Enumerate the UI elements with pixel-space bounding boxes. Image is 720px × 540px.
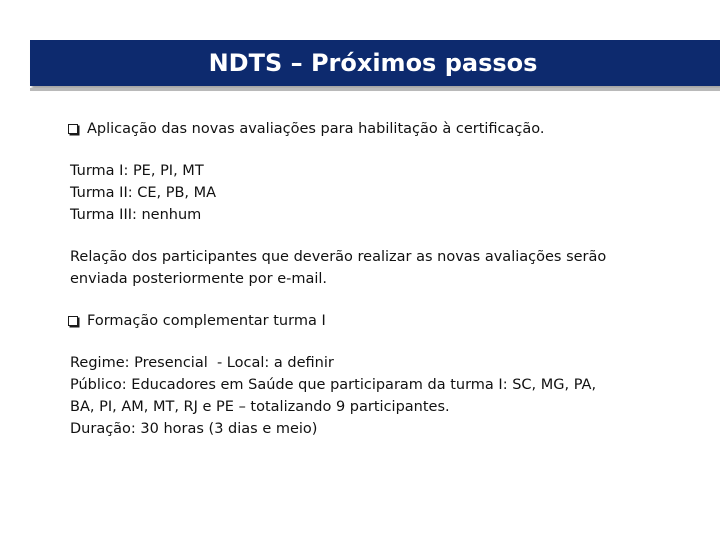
duracao-line: Duração: 30 horas (3 dias e meio) [70, 421, 318, 437]
publico-paragraph: Público: Educadores em Saúde que participaram da turma I: SC, MG, PA, BA, PI, AM, MT, RJ e PE – totalizando 9 participantes. [70, 377, 597, 415]
slide-title: NDTS – Próximos passos [208, 49, 538, 77]
checkbox-bullet-icon [68, 316, 78, 326]
regime-line: Regime: Presencial - Local: a definir [70, 355, 334, 371]
checkbox-bullet-icon [68, 124, 78, 134]
turma-line-3: Turma III: nenhum [70, 207, 202, 223]
relacao-paragraph: Relação dos participantes que deverão realizar as novas avaliações serão enviada posteriormente por e-mail. [70, 249, 607, 287]
bullet-item-1 [68, 118, 690, 140]
slide-title-bar [30, 40, 720, 86]
turma-line-1: Turma I: PE, PI, MT [70, 163, 204, 179]
slide-content [70, 118, 690, 440]
bullet-text-1: Aplicação das novas avaliações para habilitação à certificação. [87, 121, 545, 137]
bullet-item-2 [68, 310, 690, 332]
title-divider [30, 88, 720, 91]
turma-line-2: Turma II: CE, PB, MA [70, 185, 217, 201]
bullet-text-2: Formação complementar turma I [87, 313, 326, 329]
